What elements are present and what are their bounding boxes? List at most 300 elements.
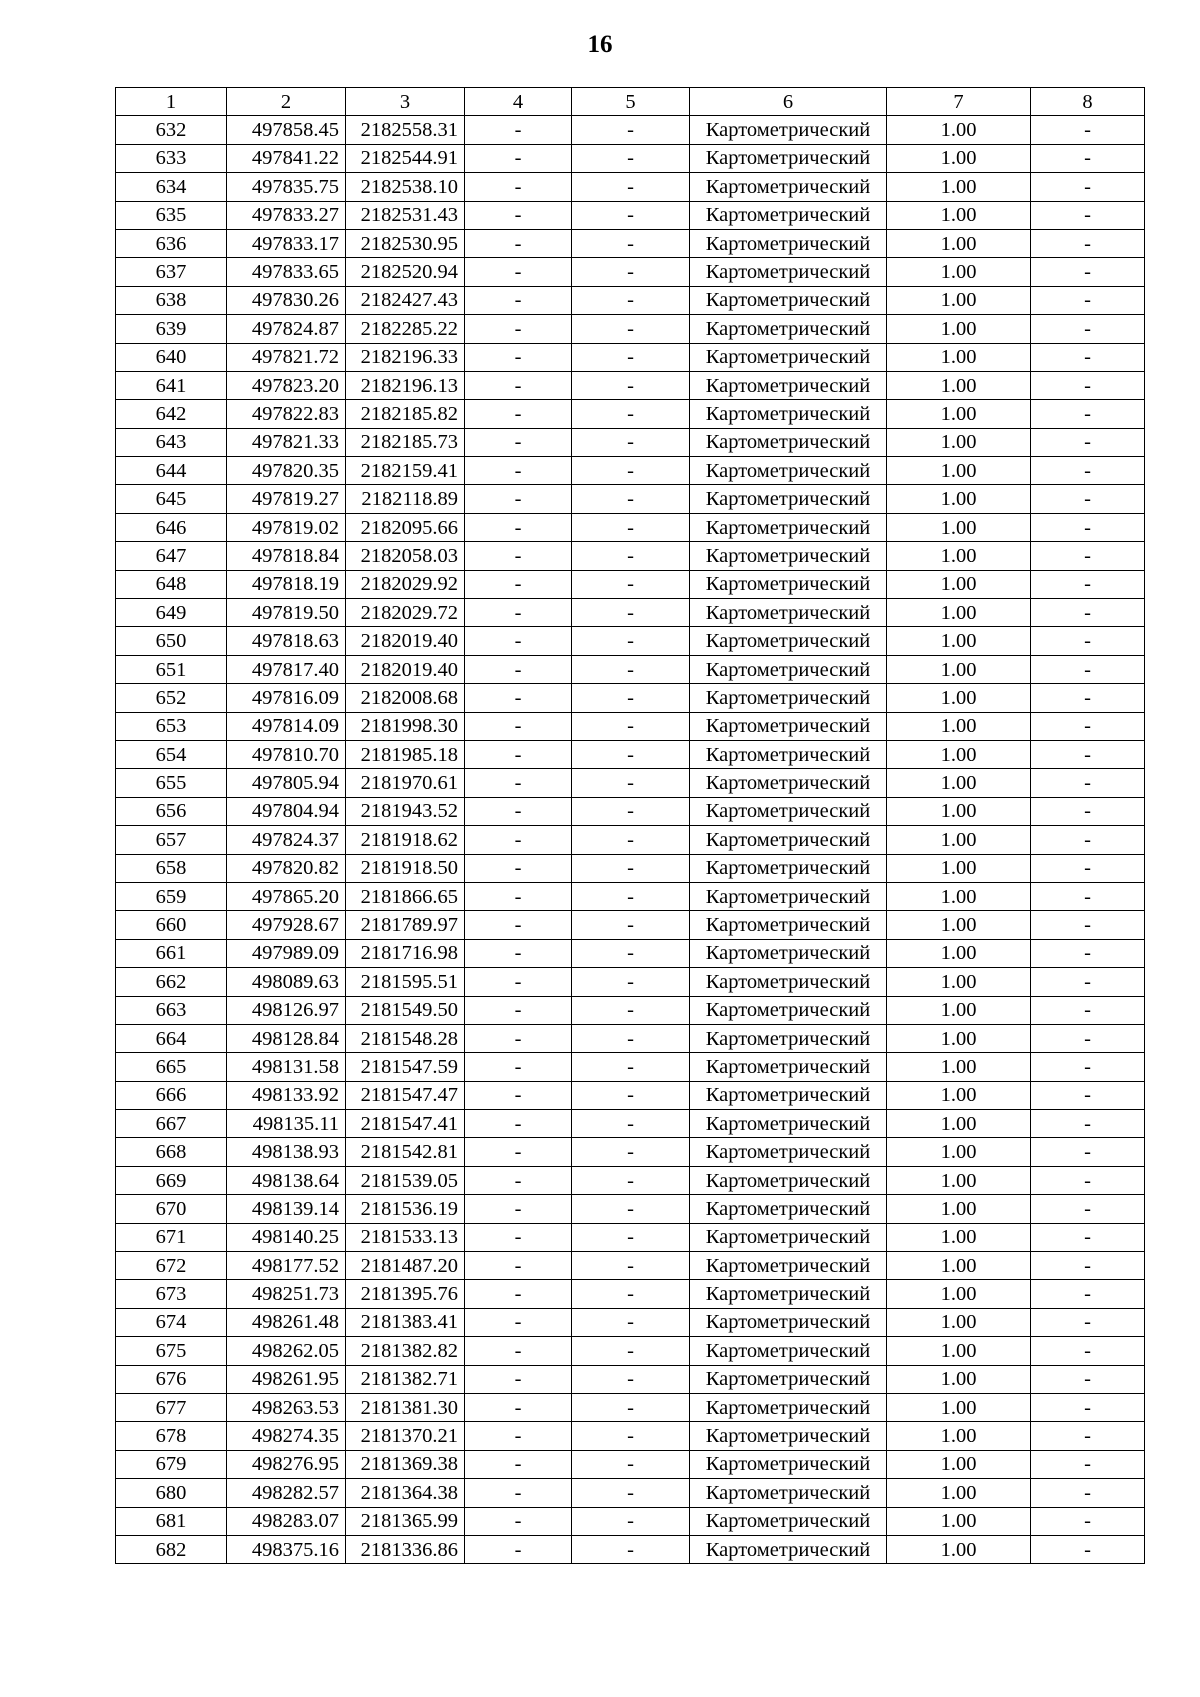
y-coordinate-cell: 2181547.59 — [346, 1053, 465, 1081]
table-row — [116, 1110, 1145, 1138]
point-number-cell: 657 — [116, 826, 227, 854]
point-number-cell: 632 — [116, 116, 227, 144]
y-coordinate-cell: 2182538.10 — [346, 173, 465, 201]
column-8-cell: - — [1031, 854, 1145, 882]
accuracy-cell: 1.00 — [887, 911, 1031, 939]
column-5-cell: - — [572, 599, 690, 627]
accuracy-cell: 1.00 — [887, 1535, 1031, 1563]
column-5-cell: - — [572, 968, 690, 996]
column-5-cell: - — [572, 343, 690, 371]
page-number: 16 — [587, 31, 613, 58]
column-4-cell: - — [465, 1223, 572, 1251]
accuracy-cell: 1.00 — [887, 1166, 1031, 1194]
column-5-cell: - — [572, 1365, 690, 1393]
method-cell: Картометрический — [690, 712, 887, 740]
column-5-cell: - — [572, 1422, 690, 1450]
x-coordinate-cell: 497841.22 — [227, 144, 346, 172]
accuracy-cell: 1.00 — [887, 1081, 1031, 1109]
y-coordinate-cell: 2182008.68 — [346, 684, 465, 712]
y-coordinate-cell: 2182019.40 — [346, 655, 465, 683]
column-8-cell: - — [1031, 1024, 1145, 1052]
point-number-cell: 658 — [116, 854, 227, 882]
accuracy-cell: 1.00 — [887, 1223, 1031, 1251]
accuracy-cell: 1.00 — [887, 1280, 1031, 1308]
method-cell: Картометрический — [690, 1252, 887, 1280]
column-5-cell: - — [572, 201, 690, 229]
x-coordinate-cell: 497818.84 — [227, 542, 346, 570]
column-8-cell: - — [1031, 542, 1145, 570]
column-8-cell: - — [1031, 1308, 1145, 1336]
column-8-cell: - — [1031, 655, 1145, 683]
header-cell-5: 5 — [572, 88, 690, 116]
point-number-cell: 644 — [116, 457, 227, 485]
y-coordinate-cell: 2181539.05 — [346, 1166, 465, 1194]
y-coordinate-cell: 2181487.20 — [346, 1252, 465, 1280]
header-cell-1: 1 — [116, 88, 227, 116]
column-5-cell: - — [572, 457, 690, 485]
y-coordinate-cell: 2181547.41 — [346, 1110, 465, 1138]
column-8-cell: - — [1031, 1166, 1145, 1194]
column-4-cell: - — [465, 1252, 572, 1280]
point-number-cell: 654 — [116, 740, 227, 768]
y-coordinate-cell: 2181382.71 — [346, 1365, 465, 1393]
column-5-cell: - — [572, 911, 690, 939]
y-coordinate-cell: 2181866.65 — [346, 882, 465, 910]
x-coordinate-cell: 497858.45 — [227, 116, 346, 144]
column-8-cell: - — [1031, 911, 1145, 939]
column-4-cell: - — [465, 599, 572, 627]
x-coordinate-cell: 498261.48 — [227, 1308, 346, 1336]
column-4-cell: - — [465, 144, 572, 172]
column-8-cell: - — [1031, 1479, 1145, 1507]
column-8-cell: - — [1031, 1252, 1145, 1280]
table-row — [116, 229, 1145, 257]
x-coordinate-cell: 498089.63 — [227, 968, 346, 996]
method-cell: Картометрический — [690, 201, 887, 229]
header-cell-8: 8 — [1031, 88, 1145, 116]
method-cell: Картометрический — [690, 286, 887, 314]
column-4-cell: - — [465, 712, 572, 740]
point-number-cell: 681 — [116, 1507, 227, 1535]
point-number-cell: 669 — [116, 1166, 227, 1194]
method-cell: Картометрический — [690, 1535, 887, 1563]
column-8-cell: - — [1031, 116, 1145, 144]
method-cell: Картометрический — [690, 1308, 887, 1336]
point-number-cell: 639 — [116, 315, 227, 343]
accuracy-cell: 1.00 — [887, 1195, 1031, 1223]
point-number-cell: 649 — [116, 599, 227, 627]
point-number-cell: 671 — [116, 1223, 227, 1251]
method-cell: Картометрический — [690, 485, 887, 513]
column-4-cell: - — [465, 1450, 572, 1478]
column-5-cell: - — [572, 1280, 690, 1308]
column-4-cell: - — [465, 343, 572, 371]
column-4-cell: - — [465, 457, 572, 485]
point-number-cell: 668 — [116, 1138, 227, 1166]
x-coordinate-cell: 497989.09 — [227, 939, 346, 967]
column-5-cell: - — [572, 712, 690, 740]
accuracy-cell: 1.00 — [887, 1308, 1031, 1336]
column-5-cell: - — [572, 570, 690, 598]
y-coordinate-cell: 2181547.47 — [346, 1081, 465, 1109]
column-5-cell: - — [572, 740, 690, 768]
table-row — [116, 371, 1145, 399]
y-coordinate-cell: 2182019.40 — [346, 627, 465, 655]
point-number-cell: 659 — [116, 882, 227, 910]
y-coordinate-cell: 2181970.61 — [346, 769, 465, 797]
column-4-cell: - — [465, 1337, 572, 1365]
x-coordinate-cell: 497833.65 — [227, 258, 346, 286]
accuracy-cell: 1.00 — [887, 1422, 1031, 1450]
x-coordinate-cell: 497833.17 — [227, 229, 346, 257]
x-coordinate-cell: 498375.16 — [227, 1535, 346, 1563]
point-number-cell: 672 — [116, 1252, 227, 1280]
table-row — [116, 712, 1145, 740]
column-4-cell: - — [465, 485, 572, 513]
table-row — [116, 201, 1145, 229]
accuracy-cell: 1.00 — [887, 655, 1031, 683]
accuracy-cell: 1.00 — [887, 1507, 1031, 1535]
column-4-cell: - — [465, 428, 572, 456]
column-4-cell: - — [465, 1024, 572, 1052]
table-row — [116, 116, 1145, 144]
column-4-cell: - — [465, 229, 572, 257]
table-row — [116, 740, 1145, 768]
header-cell-3: 3 — [346, 88, 465, 116]
accuracy-cell: 1.00 — [887, 1365, 1031, 1393]
method-cell: Картометрический — [690, 1024, 887, 1052]
column-5-cell: - — [572, 1450, 690, 1478]
accuracy-cell: 1.00 — [887, 1110, 1031, 1138]
accuracy-cell: 1.00 — [887, 173, 1031, 201]
table-row — [116, 1308, 1145, 1336]
accuracy-cell: 1.00 — [887, 570, 1031, 598]
method-cell: Картометрический — [690, 1166, 887, 1194]
column-4-cell: - — [465, 1195, 572, 1223]
column-8-cell: - — [1031, 1280, 1145, 1308]
column-5-cell: - — [572, 826, 690, 854]
x-coordinate-cell: 498282.57 — [227, 1479, 346, 1507]
x-coordinate-cell: 497823.20 — [227, 371, 346, 399]
y-coordinate-cell: 2181369.38 — [346, 1450, 465, 1478]
table-row — [116, 1138, 1145, 1166]
accuracy-cell: 1.00 — [887, 968, 1031, 996]
x-coordinate-cell: 498126.97 — [227, 996, 346, 1024]
accuracy-cell: 1.00 — [887, 485, 1031, 513]
y-coordinate-cell: 2181395.76 — [346, 1280, 465, 1308]
x-coordinate-cell: 497805.94 — [227, 769, 346, 797]
table-row — [116, 1081, 1145, 1109]
x-coordinate-cell: 498128.84 — [227, 1024, 346, 1052]
table-body — [116, 116, 1145, 1564]
table-row — [116, 315, 1145, 343]
y-coordinate-cell: 2181789.97 — [346, 911, 465, 939]
point-number-cell: 633 — [116, 144, 227, 172]
y-coordinate-cell: 2182531.43 — [346, 201, 465, 229]
table-row — [116, 1195, 1145, 1223]
column-5-cell: - — [572, 485, 690, 513]
method-cell: Картометрический — [690, 939, 887, 967]
column-4-cell: - — [465, 1138, 572, 1166]
method-cell: Картометрический — [690, 627, 887, 655]
accuracy-cell: 1.00 — [887, 201, 1031, 229]
method-cell: Картометрический — [690, 542, 887, 570]
x-coordinate-cell: 497830.26 — [227, 286, 346, 314]
y-coordinate-cell: 2182196.33 — [346, 343, 465, 371]
column-5-cell: - — [572, 1053, 690, 1081]
column-5-cell: - — [572, 882, 690, 910]
method-cell: Картометрический — [690, 1393, 887, 1421]
point-number-cell: 643 — [116, 428, 227, 456]
y-coordinate-cell: 2181533.13 — [346, 1223, 465, 1251]
y-coordinate-cell: 2181536.19 — [346, 1195, 465, 1223]
x-coordinate-cell: 497821.72 — [227, 343, 346, 371]
y-coordinate-cell: 2181943.52 — [346, 797, 465, 825]
method-cell: Картометрический — [690, 797, 887, 825]
column-5-cell: - — [572, 144, 690, 172]
table-row — [116, 1507, 1145, 1535]
header-cell-7: 7 — [887, 88, 1031, 116]
method-cell: Картометрический — [690, 457, 887, 485]
column-5-cell: - — [572, 1166, 690, 1194]
column-4-cell: - — [465, 116, 572, 144]
column-5-cell: - — [572, 315, 690, 343]
y-coordinate-cell: 2182544.91 — [346, 144, 465, 172]
accuracy-cell: 1.00 — [887, 627, 1031, 655]
y-coordinate-cell: 2182427.43 — [346, 286, 465, 314]
column-5-cell: - — [572, 286, 690, 314]
accuracy-cell: 1.00 — [887, 1337, 1031, 1365]
point-number-cell: 680 — [116, 1479, 227, 1507]
accuracy-cell: 1.00 — [887, 457, 1031, 485]
method-cell: Картометрический — [690, 1223, 887, 1251]
point-number-cell: 679 — [116, 1450, 227, 1478]
table-header — [116, 88, 1145, 116]
y-coordinate-cell: 2181998.30 — [346, 712, 465, 740]
column-8-cell: - — [1031, 1337, 1145, 1365]
column-5-cell: - — [572, 655, 690, 683]
point-number-cell: 650 — [116, 627, 227, 655]
y-coordinate-cell: 2182095.66 — [346, 513, 465, 541]
x-coordinate-cell: 497835.75 — [227, 173, 346, 201]
column-5-cell: - — [572, 258, 690, 286]
column-4-cell: - — [465, 173, 572, 201]
y-coordinate-cell: 2182520.94 — [346, 258, 465, 286]
method-cell: Картометрический — [690, 144, 887, 172]
table-row — [116, 1450, 1145, 1478]
accuracy-cell: 1.00 — [887, 826, 1031, 854]
method-cell: Картометрический — [690, 513, 887, 541]
y-coordinate-cell: 2182058.03 — [346, 542, 465, 570]
point-number-cell: 645 — [116, 485, 227, 513]
x-coordinate-cell: 497865.20 — [227, 882, 346, 910]
table-row — [116, 513, 1145, 541]
column-4-cell: - — [465, 740, 572, 768]
x-coordinate-cell: 498135.11 — [227, 1110, 346, 1138]
point-number-cell: 656 — [116, 797, 227, 825]
y-coordinate-cell: 2181364.38 — [346, 1479, 465, 1507]
column-4-cell: - — [465, 1110, 572, 1138]
column-8-cell: - — [1031, 996, 1145, 1024]
column-5-cell: - — [572, 1195, 690, 1223]
y-coordinate-cell: 2181336.86 — [346, 1535, 465, 1563]
column-8-cell: - — [1031, 1081, 1145, 1109]
column-5-cell: - — [572, 542, 690, 570]
accuracy-cell: 1.00 — [887, 258, 1031, 286]
table-row — [116, 854, 1145, 882]
table-row — [116, 939, 1145, 967]
column-8-cell: - — [1031, 258, 1145, 286]
x-coordinate-cell: 498138.93 — [227, 1138, 346, 1166]
column-4-cell: - — [465, 1365, 572, 1393]
x-coordinate-cell: 498274.35 — [227, 1422, 346, 1450]
point-number-cell: 666 — [116, 1081, 227, 1109]
accuracy-cell: 1.00 — [887, 939, 1031, 967]
column-4-cell: - — [465, 684, 572, 712]
point-number-cell: 676 — [116, 1365, 227, 1393]
method-cell: Картометрический — [690, 968, 887, 996]
column-8-cell: - — [1031, 428, 1145, 456]
column-5-cell: - — [572, 513, 690, 541]
y-coordinate-cell: 2182530.95 — [346, 229, 465, 257]
method-cell: Картометрический — [690, 655, 887, 683]
x-coordinate-cell: 498262.05 — [227, 1337, 346, 1365]
column-8-cell: - — [1031, 1138, 1145, 1166]
x-coordinate-cell: 498133.92 — [227, 1081, 346, 1109]
method-cell: Картометрический — [690, 570, 887, 598]
table-row — [116, 826, 1145, 854]
table-row — [116, 1024, 1145, 1052]
column-5-cell: - — [572, 769, 690, 797]
column-4-cell: - — [465, 570, 572, 598]
column-8-cell: - — [1031, 513, 1145, 541]
column-4-cell: - — [465, 1535, 572, 1563]
column-8-cell: - — [1031, 1195, 1145, 1223]
table-row — [116, 599, 1145, 627]
method-cell: Картометрический — [690, 1337, 887, 1365]
point-number-cell: 674 — [116, 1308, 227, 1336]
header-row — [116, 88, 1145, 116]
column-4-cell: - — [465, 882, 572, 910]
column-4-cell: - — [465, 371, 572, 399]
y-coordinate-cell: 2182029.72 — [346, 599, 465, 627]
accuracy-cell: 1.00 — [887, 996, 1031, 1024]
column-4-cell: - — [465, 1280, 572, 1308]
column-5-cell: - — [572, 1081, 690, 1109]
table-row — [116, 1053, 1145, 1081]
point-number-cell: 638 — [116, 286, 227, 314]
table-row — [116, 655, 1145, 683]
point-number-cell: 641 — [116, 371, 227, 399]
table-row — [116, 173, 1145, 201]
x-coordinate-cell: 497816.09 — [227, 684, 346, 712]
column-5-cell: - — [572, 1223, 690, 1251]
accuracy-cell: 1.00 — [887, 712, 1031, 740]
column-5-cell: - — [572, 173, 690, 201]
table-row — [116, 968, 1145, 996]
column-8-cell: - — [1031, 882, 1145, 910]
table-row — [116, 1393, 1145, 1421]
header-cell-6: 6 — [690, 88, 887, 116]
accuracy-cell: 1.00 — [887, 684, 1031, 712]
y-coordinate-cell: 2181918.62 — [346, 826, 465, 854]
y-coordinate-cell: 2182185.73 — [346, 428, 465, 456]
column-8-cell: - — [1031, 968, 1145, 996]
accuracy-cell: 1.00 — [887, 513, 1031, 541]
column-8-cell: - — [1031, 797, 1145, 825]
method-cell: Картометрический — [690, 1053, 887, 1081]
column-8-cell: - — [1031, 229, 1145, 257]
point-number-cell: 670 — [116, 1195, 227, 1223]
column-4-cell: - — [465, 1422, 572, 1450]
accuracy-cell: 1.00 — [887, 116, 1031, 144]
x-coordinate-cell: 498138.64 — [227, 1166, 346, 1194]
method-cell: Картометрический — [690, 1081, 887, 1109]
x-coordinate-cell: 497820.35 — [227, 457, 346, 485]
column-4-cell: - — [465, 542, 572, 570]
table-row — [116, 1280, 1145, 1308]
column-4-cell: - — [465, 854, 572, 882]
y-coordinate-cell: 2181595.51 — [346, 968, 465, 996]
point-number-cell: 665 — [116, 1053, 227, 1081]
y-coordinate-cell: 2181365.99 — [346, 1507, 465, 1535]
x-coordinate-cell: 497819.02 — [227, 513, 346, 541]
x-coordinate-cell: 497820.82 — [227, 854, 346, 882]
accuracy-cell: 1.00 — [887, 854, 1031, 882]
method-cell: Картометрический — [690, 116, 887, 144]
column-5-cell: - — [572, 229, 690, 257]
accuracy-cell: 1.00 — [887, 229, 1031, 257]
method-cell: Картометрический — [690, 1479, 887, 1507]
y-coordinate-cell: 2181381.30 — [346, 1393, 465, 1421]
column-8-cell: - — [1031, 1507, 1145, 1535]
column-5-cell: - — [572, 797, 690, 825]
column-8-cell: - — [1031, 144, 1145, 172]
column-8-cell: - — [1031, 485, 1145, 513]
accuracy-cell: 1.00 — [887, 1024, 1031, 1052]
column-5-cell: - — [572, 1308, 690, 1336]
method-cell: Картометрический — [690, 882, 887, 910]
method-cell: Картометрический — [690, 599, 887, 627]
column-8-cell: - — [1031, 570, 1145, 598]
accuracy-cell: 1.00 — [887, 1138, 1031, 1166]
table-row — [116, 1479, 1145, 1507]
y-coordinate-cell: 2182285.22 — [346, 315, 465, 343]
table-row — [116, 1337, 1145, 1365]
y-coordinate-cell: 2181549.50 — [346, 996, 465, 1024]
column-8-cell: - — [1031, 939, 1145, 967]
x-coordinate-cell: 498139.14 — [227, 1195, 346, 1223]
accuracy-cell: 1.00 — [887, 882, 1031, 910]
point-number-cell: 678 — [116, 1422, 227, 1450]
x-coordinate-cell: 498131.58 — [227, 1053, 346, 1081]
method-cell: Картометрический — [690, 1450, 887, 1478]
point-number-cell: 637 — [116, 258, 227, 286]
table-row — [116, 485, 1145, 513]
x-coordinate-cell: 497818.63 — [227, 627, 346, 655]
column-4-cell: - — [465, 1081, 572, 1109]
x-coordinate-cell: 497822.83 — [227, 400, 346, 428]
column-8-cell: - — [1031, 1110, 1145, 1138]
table-row — [116, 542, 1145, 570]
table-row — [116, 1252, 1145, 1280]
column-4-cell: - — [465, 911, 572, 939]
table-row — [116, 570, 1145, 598]
table-row — [116, 1166, 1145, 1194]
x-coordinate-cell: 497819.50 — [227, 599, 346, 627]
column-5-cell: - — [572, 1252, 690, 1280]
y-coordinate-cell: 2182118.89 — [346, 485, 465, 513]
